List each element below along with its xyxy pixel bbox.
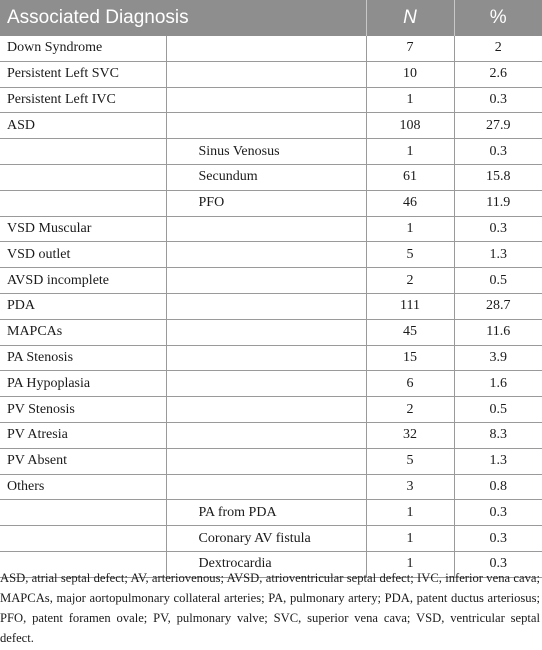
table-row xyxy=(0,87,542,113)
cell-percent: 0.5 xyxy=(454,268,542,294)
cell-n: 1 xyxy=(366,500,454,526)
cell-subtype xyxy=(166,422,366,448)
table-row xyxy=(0,422,542,448)
cell-n: 5 xyxy=(366,448,454,474)
cell-diagnosis: PV Atresia xyxy=(0,422,166,448)
table-row xyxy=(0,242,542,268)
cell-diagnosis: Persistent Left IVC xyxy=(0,87,166,113)
table-row xyxy=(0,61,542,87)
header-percent: % xyxy=(454,0,542,36)
cell-percent: 2 xyxy=(454,36,542,61)
cell-diagnosis: AVSD incomplete xyxy=(0,268,166,294)
cell-percent: 27.9 xyxy=(454,113,542,139)
table-row xyxy=(0,474,542,500)
cell-subtype xyxy=(166,293,366,319)
table-row xyxy=(0,526,542,552)
cell-n: 3 xyxy=(366,474,454,500)
table-header-row xyxy=(0,0,542,36)
cell-n: 1 xyxy=(366,551,454,577)
cell-diagnosis: VSD Muscular xyxy=(0,216,166,242)
cell-diagnosis: PDA xyxy=(0,293,166,319)
table-row xyxy=(0,164,542,190)
cell-diagnosis: Down Syndrome xyxy=(0,36,166,61)
cell-percent: 0.3 xyxy=(454,139,542,165)
table-footnote: ASD, atrial septal defect; AV, arteriovenous; AVSD, atrioventricular septal defect; IVC, inferior vena cava; MAPCAs, major aortopulmonary collateral arteries; PA, pulmonary artery; PDA, patent ductus arteriosus; PFO, patent foramen ovale; PV, pulmonary valve; SVC, superior vena cava; VSD, ventricular septal defect. xyxy=(0,571,540,645)
table-row xyxy=(0,319,542,345)
header-associated-diagnosis: Associated Diagnosis xyxy=(0,0,366,36)
cell-n: 5 xyxy=(366,242,454,268)
cell-diagnosis xyxy=(0,526,166,552)
cell-diagnosis xyxy=(0,164,166,190)
cell-n: 1 xyxy=(366,139,454,165)
cell-percent: 0.3 xyxy=(454,87,542,113)
cell-n: 61 xyxy=(366,164,454,190)
cell-subtype xyxy=(166,474,366,500)
cell-subtype xyxy=(166,397,366,423)
cell-n: 10 xyxy=(366,61,454,87)
table-row xyxy=(0,371,542,397)
cell-n: 46 xyxy=(366,190,454,216)
cell-percent: 0.3 xyxy=(454,216,542,242)
cell-subtype xyxy=(166,113,366,139)
cell-subtype xyxy=(166,36,366,61)
table-row xyxy=(0,500,542,526)
cell-percent: 11.9 xyxy=(454,190,542,216)
cell-n: 111 xyxy=(366,293,454,319)
cell-percent: 1.3 xyxy=(454,242,542,268)
cell-n: 2 xyxy=(366,268,454,294)
cell-percent: 0.3 xyxy=(454,526,542,552)
cell-percent: 2.6 xyxy=(454,61,542,87)
table-row xyxy=(0,268,542,294)
table-row xyxy=(0,397,542,423)
cell-subtype: Sinus Venosus xyxy=(166,139,366,165)
cell-diagnosis: PA Stenosis xyxy=(0,345,166,371)
header-n: N xyxy=(366,0,454,36)
table-row xyxy=(0,190,542,216)
table-row xyxy=(0,293,542,319)
cell-percent: 1.6 xyxy=(454,371,542,397)
cell-n: 15 xyxy=(366,345,454,371)
cell-subtype: Coronary AV fistula xyxy=(166,526,366,552)
cell-percent: 28.7 xyxy=(454,293,542,319)
cell-subtype xyxy=(166,268,366,294)
cell-subtype: Dextrocardia xyxy=(166,551,366,577)
cell-n: 1 xyxy=(366,526,454,552)
table-row xyxy=(0,216,542,242)
cell-n: 1 xyxy=(366,87,454,113)
cell-subtype xyxy=(166,371,366,397)
cell-n: 2 xyxy=(366,397,454,423)
cell-subtype xyxy=(166,345,366,371)
cell-subtype xyxy=(166,216,366,242)
cell-percent: 0.8 xyxy=(454,474,542,500)
cell-percent: 11.6 xyxy=(454,319,542,345)
cell-diagnosis: MAPCAs xyxy=(0,319,166,345)
cell-diagnosis: Others xyxy=(0,474,166,500)
cell-diagnosis xyxy=(0,500,166,526)
cell-percent: 3.9 xyxy=(454,345,542,371)
cell-subtype: Secundum xyxy=(166,164,366,190)
cell-percent: 0.5 xyxy=(454,397,542,423)
cell-n: 1 xyxy=(366,216,454,242)
cell-percent: 15.8 xyxy=(454,164,542,190)
cell-n: 32 xyxy=(366,422,454,448)
table-row xyxy=(0,36,542,61)
cell-n: 7 xyxy=(366,36,454,61)
cell-percent: 8.3 xyxy=(454,422,542,448)
cell-subtype xyxy=(166,448,366,474)
cell-subtype xyxy=(166,87,366,113)
cell-percent: 0.3 xyxy=(454,500,542,526)
cell-n: 6 xyxy=(366,371,454,397)
table-body xyxy=(0,36,542,577)
cell-subtype: PA from PDA xyxy=(166,500,366,526)
cell-percent: 0.3 xyxy=(454,551,542,577)
cell-n: 45 xyxy=(366,319,454,345)
cell-diagnosis: PV Stenosis xyxy=(0,397,166,423)
cell-diagnosis: ASD xyxy=(0,113,166,139)
table-row xyxy=(0,448,542,474)
cell-diagnosis: VSD outlet xyxy=(0,242,166,268)
cell-diagnosis: Persistent Left SVC xyxy=(0,61,166,87)
table-row xyxy=(0,345,542,371)
cell-subtype xyxy=(166,319,366,345)
cell-subtype xyxy=(166,242,366,268)
table-row xyxy=(0,139,542,165)
cell-diagnosis: PV Absent xyxy=(0,448,166,474)
cell-diagnosis xyxy=(0,139,166,165)
cell-percent: 1.3 xyxy=(454,448,542,474)
table-row xyxy=(0,113,542,139)
cell-diagnosis xyxy=(0,190,166,216)
cell-n: 108 xyxy=(366,113,454,139)
cell-subtype: PFO xyxy=(166,190,366,216)
cell-diagnosis: PA Hypoplasia xyxy=(0,371,166,397)
cell-subtype xyxy=(166,61,366,87)
